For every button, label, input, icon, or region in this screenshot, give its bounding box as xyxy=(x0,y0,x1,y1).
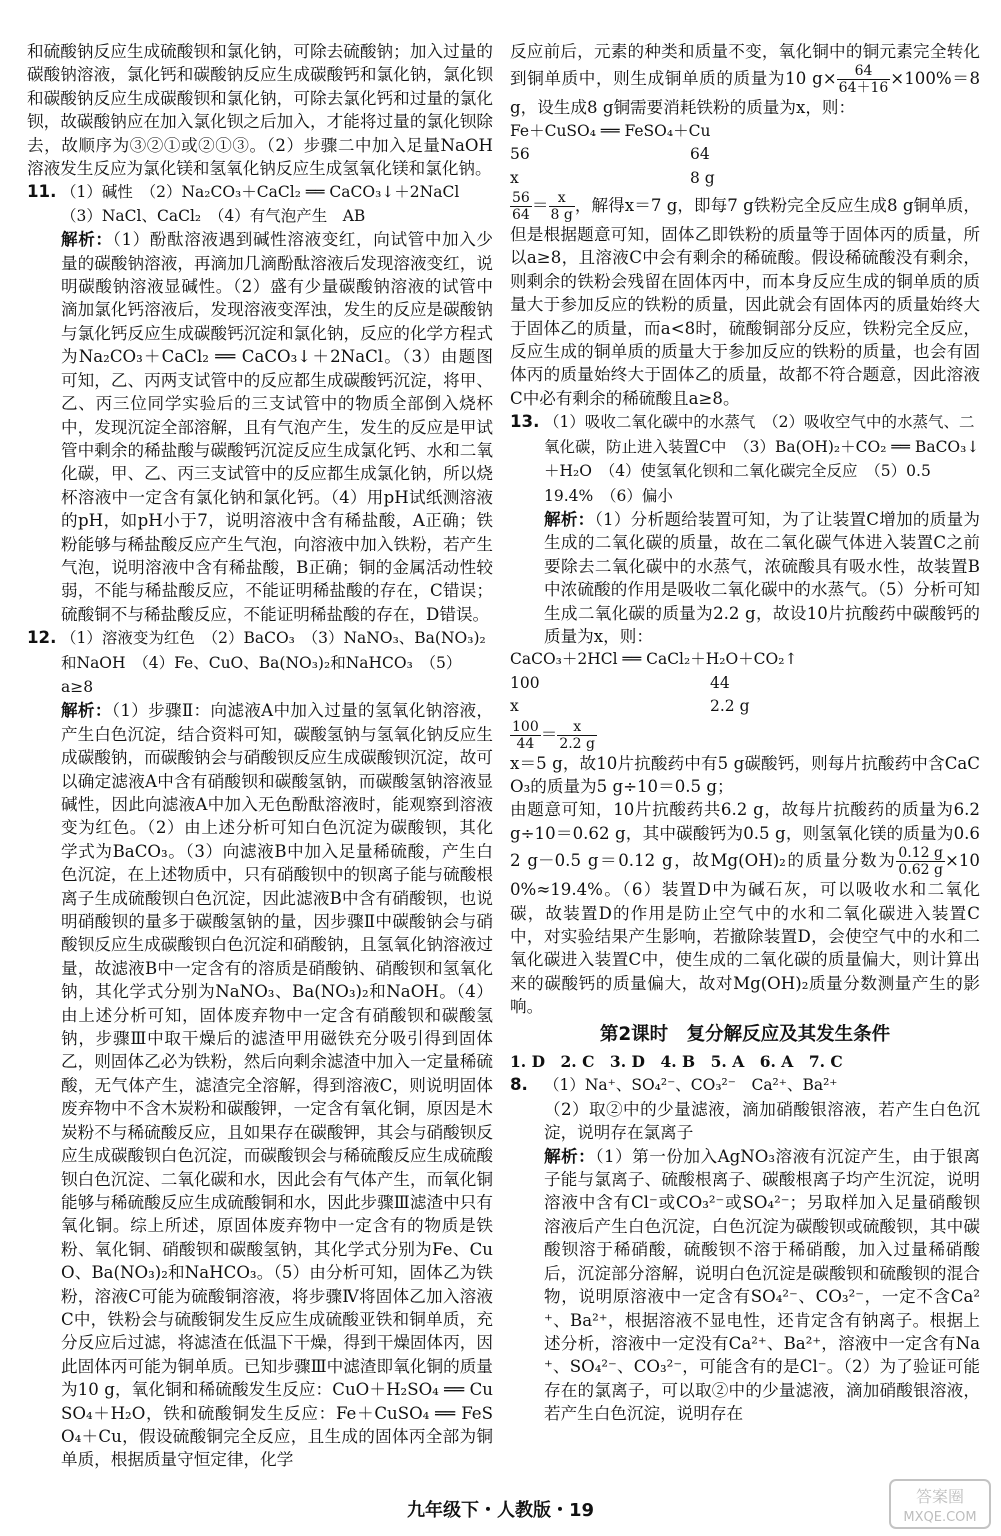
eq-value: 64 xyxy=(690,145,710,164)
fraction xyxy=(510,190,532,223)
eq-value: 56 xyxy=(510,145,530,164)
paragraph: 和硫酸钠反应生成硫酸钡和氯化钠，可除去硫酸钠；加入过量的碳酸钠溶液，氯化钙和碳酸钠反应生成碳酸钙和氯化钠，氯化钡和碳酸钠反应生成碳酸钡和氯化钠，可除去氯化钙和过量的氯化钡，故碳酸钠应在加入氯化钡之后加入，才能将过量的氯化钡除去，故顺序为③②①或②①③。（2）步骤二中加入足量NaOH溶液发生反应为氯化镁和氢氧化钠反应生成氢氧化镁和氯化钠。 xyxy=(27,42,493,179)
analysis-label: 解析： xyxy=(61,701,112,721)
fraction xyxy=(896,845,945,878)
numerator: x xyxy=(549,190,575,207)
eq-value: 44 xyxy=(710,673,730,692)
equation-row xyxy=(510,672,980,695)
analysis xyxy=(27,699,493,1471)
numerator: 100 xyxy=(512,718,539,735)
watermark-logo xyxy=(888,1478,992,1530)
answer-line: （3）NaCl、CaCl₂ （4）有气泡产生 AB xyxy=(61,206,366,225)
analysis xyxy=(27,228,493,626)
paragraph: $\frac{100}{44}$ ＝ $\frac{x}{2.2 g}$ xyxy=(512,718,596,752)
numerator: x xyxy=(557,719,597,736)
answer-line: （2）取②中的少量滤液，滴加硝酸银溶液，若产生白色沉淀，说明存在氯离子 xyxy=(544,1099,980,1143)
analysis-label: 解析： xyxy=(544,1146,596,1166)
right-column xyxy=(510,40,980,1426)
fraction xyxy=(837,63,891,96)
left-column xyxy=(27,40,493,1472)
analysis-text: （1）步骤Ⅱ：向滤液A中加入过量的氢氧化钠溶液，产生白色沉淀，结合资料可知，碳酸氢钠与氢氧化钠反应生成碳酸钠，而碳酸钠会与硝酸钡反应生成碳酸钡沉淀，故可以确定滤液A中含有硝酸钡和碳酸氢钠，而碳酸氢钠溶液显碱性，因此向滤液A中加入无色酚酞溶液时，能观察到溶液变为红色。（2）由上述分析可知白色沉淀为碳酸钡，其化学式为BaCO₃。（3）向滤液B中加入足量稀硫酸，产生白色沉淀，在上述物质中，只有硝酸钡中的钡离子能与硫酸根离子生成硫酸钡白色沉淀，因此滤液B中含有硝酸钡，也说明硝酸钡的量多于碳酸氢钠的量，因步骤Ⅱ中碳酸钠会与硝酸钡反应生成碳酸钡白色沉淀和硝酸钠，且氢氧化钠溶液过量，故滤液B中一定含有的溶质是硝酸钠、硝酸钡和氢氧化钠，其化学式分别为NaNO₃、Ba(NO₃)₂和NaOH。（4）由上述分析可知，固体废弃物中一定含有硝酸钡和碳酸氢钠，步骤Ⅲ中取干燥后的滤渣甲用磁铁充分吸引得到固体乙，则固体乙必为铁粉，然后向剩余滤渣中加入一定量稀硫酸，无气体产生，滤渣完全溶解，得到溶液C，则说明固体废弃物中不含木炭粉和碳酸钾，一定含有氧化铜，原因是木炭粉不与稀硫酸反应，且如果存在碳酸钾，其会与硝酸钡反应生成碳酸钡白色沉淀，而碳酸钡会与稀硫酸反应生成硫酸钡白色沉淀、二氧化碳和水，因此会有气体产生，而氧化铜能够与稀硫酸反应生成硫酸铜和水，因此步骤Ⅲ滤渣中只有氧化铜。综上所述，原固体废弃物中一定含有的物质是铁粉、氧化铜、硝酸钡和碳酸氢钠，其化学式分别为Fe、CuO、Ba(NO₃)₂和NaHCO₃。（5）由分析可知，固体乙为铁粉，溶液C可能为硫酸铜溶液，将步骤Ⅳ将固体乙加入溶液C中，铁粉会与硫酸铜发生反应生成硫酸亚铁和铜单质，充分反应后过滤，将滤渣在低温下干燥，得到干燥固体丙，因此固体丙可能为铜单质。已知步骤Ⅲ中滤渣即氧化铜的质量为10 g，氧化铜和稀硫酸发生反应：CuO＋H₂SO₄ ══ CuSO₄＋H₂O，铁和硫酸铜发生反应：Fe＋CuSO₄ ══ FeSO₄＋Cu，假设硫酸铜完全反应，且生成的固体丙全部为铜单质，根据质量守恒定律，化学 xyxy=(61,701,493,1470)
question-8 xyxy=(510,1073,980,1097)
equation-row xyxy=(510,143,980,166)
equation: CaCO₃＋2HCl ══ CaCl₂＋H₂O＋CO₂↑ xyxy=(510,650,798,669)
question-12 xyxy=(27,626,493,699)
question-13 xyxy=(510,410,980,508)
equation-block xyxy=(510,648,980,718)
numerator: 56 xyxy=(512,190,530,207)
equation-row xyxy=(510,167,980,190)
denominator: 64＋16 xyxy=(838,80,889,97)
page-footer: 九年级下・人教版・19 xyxy=(406,1500,595,1521)
answer-line: （1）溶液变为红色 （2）BaCO₃ （3）NaNO₃、Ba(NO₃)₂和NaOH （4）Fe、CuO、Ba(NO₃)₂和NaHCO₃ （5）a≥8 xyxy=(61,629,486,696)
paragraph xyxy=(510,798,980,1018)
paragraph: $\frac{56}{64}$ ＝ $\frac{x}{8 g}$ ，解得x＝7 g，即每7 g铁粉完全反应生成8 g铜单质，但是根据题意可知，固体乙即铁粉的质量等于固体丙的质量，所以a≥8，且溶液C中会有剩余的稀硫酸。假设稀硫酸没有剩余，则剩余的铁粉会残留在固体丙中，而本身反应生成的铜单质的质量大于参加反应的铁粉的质量，因此就会有固体丙的质量始终大于固体乙的质量，而a<8时，硫酸铜部分反应，铁粉完全反应，反应生成的铜单质的质量大于参加反应的铁粉的质量，也会有固体丙的质量始终大于固体乙的质量，故都不符合题意，因此溶液C中必有剩余的稀硫酸且a≥8。 xyxy=(510,190,980,408)
analysis xyxy=(510,508,980,648)
numerator: 64 xyxy=(837,63,891,80)
equation: Fe＋CuSO₄ ══ FeSO₄＋Cu xyxy=(510,121,711,140)
fraction xyxy=(549,190,575,223)
eq-value: 100 xyxy=(510,673,540,692)
text: ×100%＝8 g，设生成8 g铜需要消耗铁粉的质量为x，则： xyxy=(510,69,980,118)
denominator: 2.2 g xyxy=(559,735,596,752)
watermark-text-url: MXQE.COM xyxy=(903,1510,977,1525)
denominator: 44 xyxy=(516,735,535,752)
equation-row xyxy=(510,695,980,718)
paragraph: x＝5 g，故10片抗酸药中有5 g碳酸钙，则每片抗酸药中含CaCO₃的质量为5 g÷10＝0.5 g； xyxy=(510,753,980,796)
eq-value: 2.2 g xyxy=(710,697,750,716)
eq-value: x xyxy=(510,168,519,187)
text: ×100%≈19.4%。（6）装置D中为碱石灰，可以吸收水和二氧化碳，故装置D的作用是防止空气中的水和二氧化碳进入装置C中，对实验结果产生影响，若撤除装置D，会使空气中的水和二氧化碳进入装置C中，使生成的二氧化碳的质量偏大，则计算出来的碳酸钙的质量偏大，故对Mg(OH)₂质量分数测量产生的影响。 xyxy=(510,851,980,1017)
analysis-label: 解析： xyxy=(544,509,595,529)
text: ，解得x＝7 g，即每7 g铁粉完全反应生成8 g铜单质，但是根据题意可知，固体乙即铁粉的质量等于固体丙的质量，所以a≥8，且溶液C中会有剩余的稀硫酸。假设稀硫酸没有剩余，则剩余的铁粉会残留在固体丙中，而本身反应生成的铜单质的质量大于参加反应的铁粉的质量，因此就会有固体丙的质量始终大于固体乙的质量，而a<8时，硫酸铜部分反应，铁粉完全反应，反应生成的铜单质的质量大于参加反应的铁粉的质量，也会有固体丙的质量始终大于固体乙的质量，故都不符合题意，因此溶液C中必有剩余的稀硫酸且a≥8。 xyxy=(510,196,980,408)
eq-value: x xyxy=(510,697,519,716)
question-11 xyxy=(27,180,493,204)
paragraph xyxy=(510,40,980,120)
text: 由题意可知，10片抗酸药共6.2 g，故每片抗酸药的质量为6.2 g÷10＝0.62 g，其中碳酸钙为0.5 g，则氢氧化镁的质量为0.62 g－0.5 g＝0.12 g，故Mg(OH)₂的质量分数为 xyxy=(510,800,980,871)
question-number: 11. xyxy=(27,182,57,202)
text: 反应前后，元素的种类和质量不变，氧化铜中的铜元素完全转化到铜单质中，则生成铜单质的质量为10 g× xyxy=(510,42,980,89)
denominator: 0.62 g xyxy=(898,862,943,879)
denominator: 8 g xyxy=(550,207,573,224)
analysis-label: 解析： xyxy=(61,230,113,250)
question-number: 13. xyxy=(510,412,540,432)
question-number: 12. xyxy=(27,628,57,648)
section-heading: 第2课时 复分解反应及其发生条件 xyxy=(599,1023,891,1045)
equation-block xyxy=(510,120,980,190)
answer-line: （1）Na⁺、SO₄²⁻、CO₃²⁻ Ca²⁺、Ba²⁺ xyxy=(544,1076,838,1095)
fraction xyxy=(510,719,541,752)
denominator: 64 xyxy=(512,207,530,224)
watermark-text-cn: 答案圈 xyxy=(915,1487,965,1506)
numerator: 0.12 g xyxy=(898,845,943,862)
question-number: 8. xyxy=(510,1075,528,1095)
choice-answers: 1. D 2. C 3. D 4. B 5. A 6. A 7. C xyxy=(510,1052,843,1072)
eq-value: 8 g xyxy=(690,168,715,187)
analysis-text: （1）分析题给装置可知，为了让装置C增加的质量为生成的二氧化碳的质量，故在二氧化碳气体进入装置C之前要除去二氧化碳中的水蒸气，浓硫酸具有吸水性，故装置B中浓硫酸的作用是吸收二氧化碳中的水蒸气。（5）分析可知生成二氧化碳的质量为2.2 g，故设10片抗酸药中碳酸钙的质量为x，则： xyxy=(544,509,981,646)
analysis-text: （1）第一份加入AgNO₃溶液有沉淀产生，由于银离子能与氯离子、硫酸根离子、碳酸根离子均产生沉淀，说明溶液中含有Cl⁻或CO₃²⁻或SO₄²⁻；另取样加入足量硝酸钡溶液后产生白色沉淀，白色沉淀为碳酸钡或硫酸钡，其中碳酸钡溶于稀硝酸，硫酸钡不溶于稀硝酸，加入过量稀硝酸后，沉淀部分溶解，说明白色沉淀是碳酸钡和硫酸钡的混合物，说明原溶液中一定含有SO₄²⁻、CO₃²⁻，一定不含Ca²⁺、Ba²⁺，根据溶液不显电性，还肯定含有钠离子。根据上述分析，溶液中一定没有Ca²⁺、Ba²⁺，溶液中一定含有Na⁺、SO₄²⁻、CO₃²⁻，可能含有的是Cl⁻。（2）为了验证可能存在的氯离子，可以取②中的少量滤液，滴加硝酸银溶液，若产生白色沉淀，说明存在 xyxy=(544,1146,981,1424)
answer-line: （1）吸收二氧化碳中的水蒸气 （2）吸收空气中的水蒸气、二氧化碳，防止进入装置C中 （3）Ba(OH)₂＋CO₂ ══ BaCO₃↓＋H₂O （4）使氢氧化钡和二氧化碳完全反应 （5）0.5 19.4% （6）偏小 xyxy=(544,413,980,505)
analysis xyxy=(510,1145,980,1426)
answer-line: （1）碱性 （2）Na₂CO₃＋CaCl₂ ══ CaCO₃↓＋2NaCl xyxy=(61,183,460,202)
fraction xyxy=(557,719,597,752)
analysis-text: （1）酚酞溶液遇到碱性溶液变红，向试管中加入少量的碳酸钠溶液，再滴加几滴酚酞溶液后发现溶液变红，说明碳酸钠溶液显碱性。（2）盛有少量碳酸钠溶液的试管中滴加氯化钙溶液后，发现溶液变浑浊，发生的反应是碳酸钠与氯化钙反应生成碳酸钙沉淀和氯化钠，反应的化学方程式为Na₂CO₃＋CaCl₂ ══ CaCO₃↓＋2NaCl。（3）由题图可知，乙、丙两支试管中的反应都生成碳酸钙沉淀，将甲、乙、丙三位同学实验后的三支试管中的物质全部倒入烧杯中，发现沉淀全部溶解，且有气泡产生，发生的反应是甲试管中剩余的稀盐酸与碳酸钙沉淀反应生成氯化钙、水和二氧化碳，甲、乙、丙三支试管中的反应都生成氯化钠，所以烧杯溶液中一定含有氯化钠和氯化钙。（4）用pH试纸测溶液的pH，如pH小于7，说明溶液中含有稀盐酸，A正确；铁粉能够与稀盐酸反应产生气泡，向溶液中加入铁粉，若产生气泡，说明溶液中含有稀盐酸，B正确；铜的金属活动性较弱，不能与稀盐酸反应，不能证明稀盐酸的存在，C错误；硫酸铜不与稀盐酸反应，不能证明稀盐酸的存在，D错误。 xyxy=(61,230,494,624)
